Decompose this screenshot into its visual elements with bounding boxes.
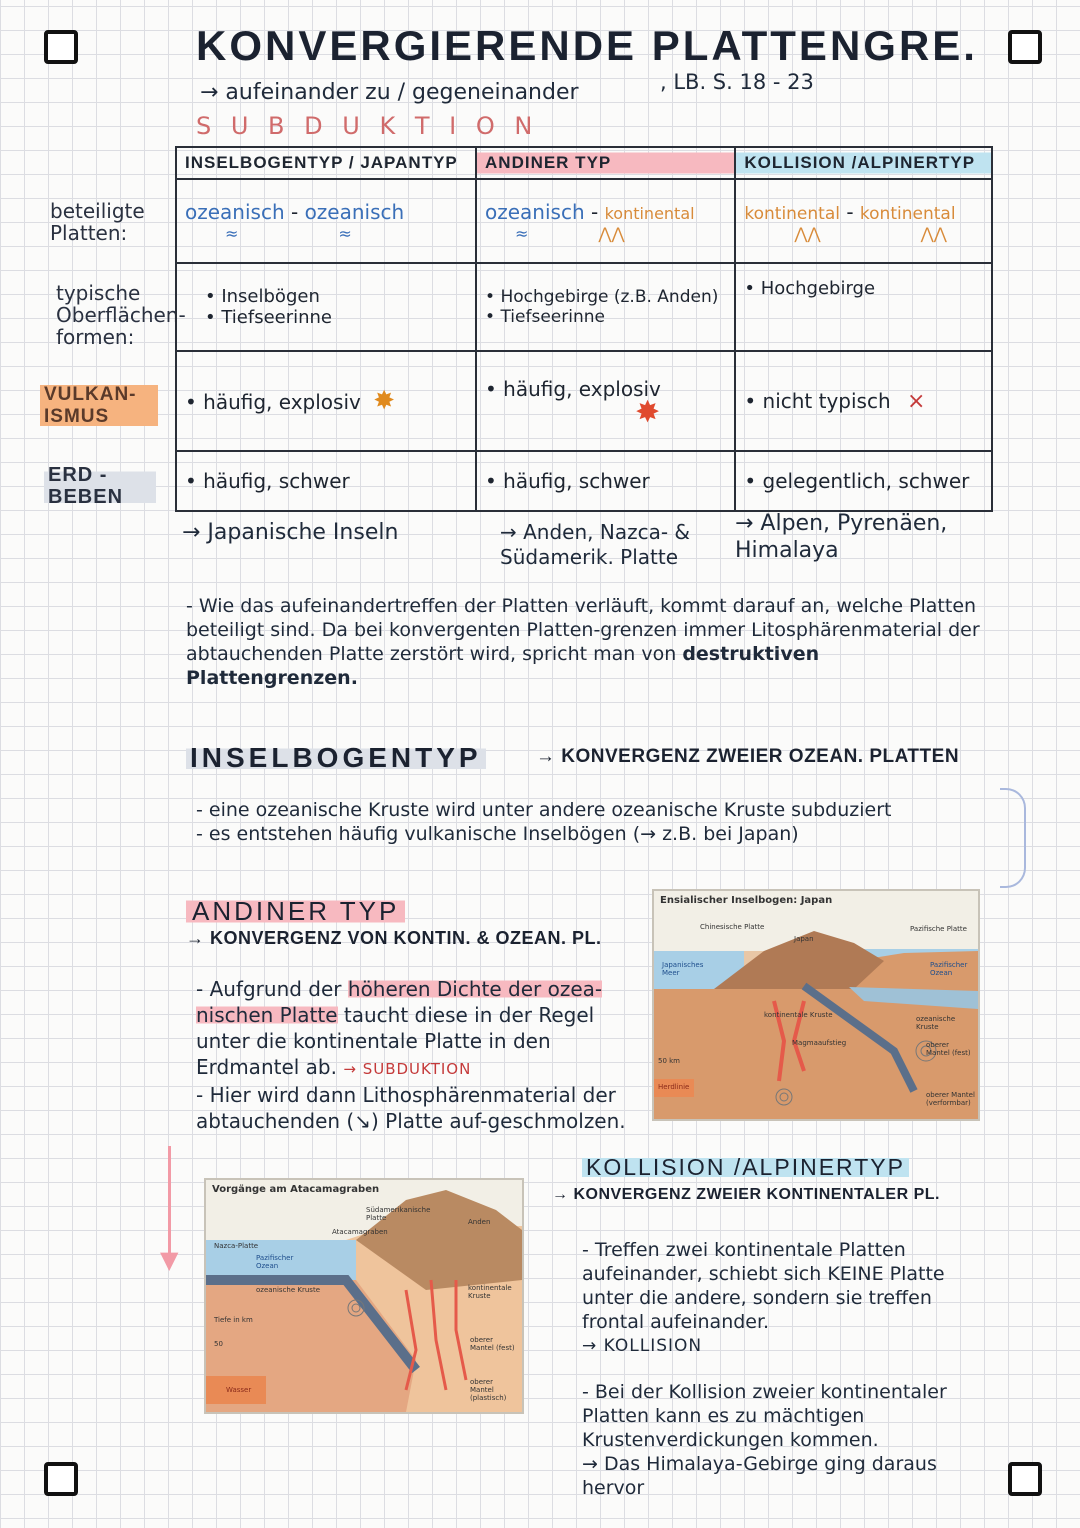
subduktion-label: S U B D U K T I O N [196,112,539,140]
figure-label: Nazca-Platte [214,1242,259,1250]
section-subheading-inselbogen: → KONVERGENZ ZWEIER OZEAN. PLATTEN [536,746,960,767]
row-label-erdbeben: ERD - BEBEN [44,462,156,510]
column-header-kollision: KOLLISION /ALPINERTYP [735,147,992,179]
page-title: KONVERGIERENDE PLATTENGRE. [196,22,978,69]
explosion-icon: ✸ [373,386,396,416]
corner-mark-bottom-right [1008,1462,1042,1496]
intro-paragraph: - Wie das aufeinandertreffen der Platten verläuft, kommt darauf an, welche Platten beteiligt sind. Da bei konvergenten Platten-grenzen immer Litosphärenmaterial der abtauchenden Platte zerstört wird, spricht man von destruktiven Plattengrenzen. [186,595,980,689]
section-subheading-kollision: → KONVERGENZ ZWEIER KONTINENTALER PL. [552,1186,940,1203]
bracket-arrow [1000,788,1026,888]
figure-label: Pazifischer Ozean [930,961,968,977]
figure-label: Magmaaufstieg [792,1039,847,1047]
example-andiner: → Anden, Nazca- & Südamerik. Platte [500,520,690,569]
cell-vulkan-andiner: • häufig, explosiv ✸ [476,351,735,451]
figure-label: ozeanische Kruste [916,1015,956,1031]
figure-label: Wasser [226,1386,252,1394]
row-label-formen: typische Oberflächen-formen: [56,281,186,349]
figure-label: Herdlinie [658,1083,690,1091]
cell-formen-inselbogen: • Inselbögen • Tiefseerinne [176,263,476,351]
column-header-andiner: ANDINER TYP [476,147,735,179]
arrow-down-icon: ▼ [160,1246,179,1274]
section-heading-inselbogen: INSELBOGENTYP [186,742,486,774]
cross-mark-icon: × [907,388,926,414]
example-inselbogen: → Japanische Inseln [182,520,399,545]
figure-label: Anden [468,1218,491,1226]
figure-label: oberer Mantel (verformbar) [926,1091,975,1107]
arrow-line [168,1146,181,1256]
figure-label: ozeanische Kruste [256,1286,321,1294]
explosion-icon: ✸ [635,395,661,430]
corner-mark-top-right [1008,30,1042,64]
figure-label: oberer Mantel (plastisch) [470,1378,507,1402]
corner-mark-bottom-left [44,1462,78,1496]
figure-japan [652,889,980,1121]
column-header-inselbogen: INSELBOGENTYP / JAPANTYP [176,147,476,179]
figure-label: Japan [794,935,814,943]
figure-label: Japanisches Meer [662,961,704,977]
example-kollision: → Alpen, Pyrenäen, Himalaya [735,511,948,563]
corner-mark-top-left [44,30,78,64]
cell-erdbeben-andiner: • häufig, schwer [476,451,735,511]
kollision-text: - Treffen zwei kontinentale Platten aufeinander, schiebt sich KEINE Platte unter die andere, sondern sie treffen frontal aufeinander. → KOLLISION - Bei der Kollision zweier kontinentaler Platten kann es zu mächtigen Krustenverdickungen kommen. → Das Himalaya-Gebirge ging daraus hervor [582,1239,947,1499]
cell-erdbeben-inselbogen: • häufig, schwer [176,451,476,511]
section-heading-andiner: ANDINER TYP [186,896,405,927]
figure-japan-caption: Ensialischer Inselbogen: Japan [660,895,833,906]
figure-label: Tiefe in km [214,1316,253,1324]
figure-label: Chinesische Platte [700,923,765,931]
figure-label: kontinentale Kruste [468,1284,512,1300]
section-subheading-andiner: → KONVERGENZ VON KONTIN. & OZEAN. PL. [186,928,602,948]
figure-atacama-caption: Vorgänge am Atacamagraben [212,1184,380,1195]
figure-label: Südamerikanische Platte [366,1206,431,1222]
figure-label: oberer Mantel (fest) [470,1336,515,1352]
section-heading-kollision: KOLLISION /ALPINERTYP [582,1154,909,1181]
inselbogen-text: - eine ozeanische Kruste wird unter andere ozeanische Kruste subduziert - es entstehen häufig vulkanische Inselbögen (→ z.B. bei Japan) [196,799,892,845]
cell-platten-andiner: ozeanisch - kontinental ≈ ⋀⋀ [476,179,735,263]
cell-formen-kollision: • Hochgebirge [735,263,992,351]
cell-vulkan-kollision: • nicht typisch × [735,351,992,451]
figure-label: Pazifischer Ozean [256,1254,294,1270]
row-label-platten: beteiligte Platten: [50,199,145,245]
cell-platten-inselbogen: ozeanisch - ozeanisch ≈≈ [176,179,476,263]
andiner-text: - Aufgrund der höheren Dichte der ozea-nischen Platte taucht diese in der Regel unter die kontinentale Platte in den Erdmantel ab. → SUBDUKTION - Hier wird dann Lithosphärenmaterial der abtauchenden (↘) Platte auf-geschmolzen. [196,977,626,1133]
cell-platten-kollision: kontinental - kontinental ⋀⋀ ⋀⋀ [735,179,992,263]
figure-label: Atacamagraben [332,1228,388,1236]
figure-label: kontinentale Kruste [764,1011,833,1019]
figure-label: oberer Mantel (fest) [926,1041,971,1057]
row-label-vulkanismus: VULKAN-ISMUS [40,380,158,432]
cell-vulkan-inselbogen: • häufig, explosiv ✸ [176,351,476,451]
figure-label: Pazifische Platte [910,925,967,933]
comparison-table [175,146,993,512]
textbook-reference: , LB. S. 18 - 23 [660,70,814,94]
cell-formen-andiner: • Hochgebirge (z.B. Anden) • Tiefseerinne [476,263,735,351]
figure-atacama [204,1178,524,1414]
figure-label: 50 [214,1340,223,1348]
cell-erdbeben-kollision: • gelegentlich, schwer [735,451,992,511]
figure-label: 50 km [658,1057,681,1065]
page-subtitle: → aufeinander zu / gegeneinander [200,80,579,105]
destruktive-plattengrenzen-term: destruktiven Plattengrenzen. [186,643,820,689]
